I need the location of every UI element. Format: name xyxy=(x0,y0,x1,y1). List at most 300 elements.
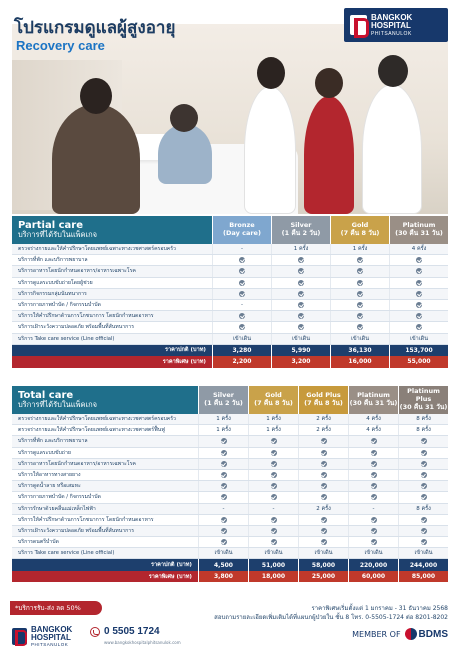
footer-logo-line1: BANGKOK xyxy=(31,625,73,634)
value-cell: 2 ครั้ง xyxy=(298,504,348,514)
check-icon xyxy=(298,268,304,274)
check-icon xyxy=(321,438,327,444)
table-row xyxy=(12,425,448,436)
included-cell xyxy=(198,492,248,502)
photo-doctor-male xyxy=(362,84,422,214)
price-normal-value: 3,280 xyxy=(212,345,271,357)
service-name: ตรวจร่างกายและให้คำปรึกษาโดยแพทย์เฉพาะทางเวชศาสตร์ฟื้นฟู xyxy=(18,427,165,434)
check-icon xyxy=(371,438,377,444)
check-icon xyxy=(239,324,245,330)
check-icon xyxy=(357,324,363,330)
price-normal-value: 58,000 xyxy=(298,559,348,571)
website-link[interactable]: www.bangkokhospitalphitsanulok.com xyxy=(104,640,181,645)
check-icon xyxy=(421,494,427,500)
included-cell xyxy=(212,278,271,288)
check-icon xyxy=(239,280,245,286)
footer-logo-mark-icon xyxy=(12,628,27,645)
included-cell xyxy=(271,311,330,321)
included-cell xyxy=(248,470,298,480)
tier-duration: (30 คืน 31 วัน) xyxy=(349,399,398,407)
service-name: บริการดูแลระบบขับถ่าย xyxy=(18,449,71,456)
check-icon xyxy=(321,517,327,523)
value-cell: เข้าเดิน xyxy=(248,548,298,558)
check-icon xyxy=(421,528,427,534)
included-cell xyxy=(271,255,330,265)
check-icon xyxy=(416,257,422,263)
included-cell xyxy=(198,537,248,547)
check-icon xyxy=(321,539,327,545)
check-icon xyxy=(271,494,277,500)
value-cell: เข้าเดิน xyxy=(271,334,330,344)
partial-care-subtitle: บริการที่ได้รับในแพ็คเกจ xyxy=(18,230,98,240)
included-cell xyxy=(330,278,389,288)
included-cell xyxy=(248,537,298,547)
check-icon xyxy=(271,450,277,456)
tier-header-2 xyxy=(330,216,389,244)
tier-name: Gold xyxy=(351,221,369,230)
total-care-table xyxy=(12,386,448,582)
service-name: บริการอาหารโดยนักกำหนดอาหาร/อาหารเฉพาะโรค xyxy=(18,460,136,467)
tier-name: Silver xyxy=(290,221,312,230)
check-icon xyxy=(421,539,427,545)
tier-header-1 xyxy=(248,386,298,414)
included-cell xyxy=(348,470,398,480)
check-icon xyxy=(298,324,304,330)
tier-name: Gold Plus xyxy=(306,391,341,400)
photo-nurse xyxy=(304,96,354,214)
included-cell xyxy=(248,481,298,491)
service-name: บริการ Take care service (Line official) xyxy=(18,335,115,342)
partial-price-special-row xyxy=(12,356,448,368)
check-icon xyxy=(271,472,277,478)
hospital-logo xyxy=(344,8,448,42)
price-special-value: 3,200 xyxy=(271,356,330,368)
check-icon xyxy=(221,461,227,467)
included-cell xyxy=(330,255,389,265)
price-normal-value: 153,700 xyxy=(389,345,448,357)
service-name: บริการให้คำปรึกษาด้านการโภชนาการ โดยนักกำหนดอาหาร xyxy=(18,313,154,320)
included-cell xyxy=(398,537,448,547)
check-icon xyxy=(421,483,427,489)
partial-care-title: Partial care xyxy=(18,220,83,232)
value-cell: 1 ครั้ง xyxy=(198,414,248,424)
included-cell xyxy=(212,289,271,299)
value-cell: 4 ครั้ง xyxy=(348,414,398,424)
included-cell xyxy=(298,515,348,525)
value-cell: 4 ครั้ง xyxy=(348,425,398,435)
logo-text-line2: HOSPITAL xyxy=(371,20,411,30)
included-cell xyxy=(271,266,330,276)
check-icon xyxy=(416,324,422,330)
included-cell xyxy=(271,300,330,310)
value-cell: - xyxy=(198,504,248,514)
check-icon xyxy=(271,528,277,534)
included-cell xyxy=(398,515,448,525)
value-cell: - xyxy=(212,244,271,254)
included-cell xyxy=(198,470,248,480)
included-cell xyxy=(198,526,248,536)
included-cell xyxy=(298,448,348,458)
included-cell xyxy=(330,289,389,299)
partial-care-header xyxy=(12,216,448,244)
check-icon xyxy=(371,461,377,467)
tier-duration: (30 คืน 31 วัน) xyxy=(399,402,448,411)
included-cell xyxy=(348,492,398,502)
value-cell: - xyxy=(212,300,271,310)
price-special-value: 16,000 xyxy=(330,356,389,368)
check-icon xyxy=(298,257,304,263)
value-cell: - xyxy=(248,504,298,514)
tier-header-2 xyxy=(298,386,348,414)
table-row xyxy=(12,244,448,255)
tier-duration: (1 คืน 2 วัน) xyxy=(281,229,321,237)
value-cell: 8 ครั้ง xyxy=(398,414,448,424)
check-icon xyxy=(371,528,377,534)
included-cell xyxy=(389,322,448,332)
check-icon xyxy=(239,313,245,319)
price-normal-value: 244,000 xyxy=(398,559,448,571)
value-cell: 4 ครั้ง xyxy=(389,244,448,254)
tier-name: Platinum xyxy=(357,391,390,400)
member-of-label: MEMBER OF xyxy=(352,629,401,639)
transport-promo-badge: *บริการรับ-ส่ง ลด 50% xyxy=(10,601,102,615)
check-icon xyxy=(416,302,422,308)
price-normal-label: ราคาปกติ (บาท) xyxy=(164,347,206,354)
service-name: บริการดนตรีบำบัด xyxy=(18,539,59,546)
included-cell xyxy=(389,255,448,265)
service-name: บริการกิจกรรมกลุ่มนันทนาการ xyxy=(18,290,87,297)
included-cell xyxy=(212,322,271,332)
check-icon xyxy=(239,257,245,263)
total-care-header xyxy=(12,386,448,414)
included-cell xyxy=(348,459,398,469)
check-icon xyxy=(321,494,327,500)
price-normal-value: 4,500 xyxy=(198,559,248,571)
service-name: บริการกายภาพบำบัด / กิจกรรมบำบัด xyxy=(18,494,101,501)
total-care-label xyxy=(12,386,198,414)
price-normal-value: 51,000 xyxy=(248,559,298,571)
price-special-value: 18,000 xyxy=(248,571,298,583)
table-row xyxy=(12,537,448,548)
value-cell: เข้าเดิน xyxy=(389,334,448,344)
check-icon xyxy=(221,494,227,500)
value-cell: 2 ครั้ง xyxy=(298,414,348,424)
included-cell xyxy=(198,481,248,491)
tier-duration: (7 คืน 8 วัน) xyxy=(304,399,343,407)
value-cell: - xyxy=(348,504,398,514)
included-cell xyxy=(298,492,348,502)
included-cell xyxy=(298,526,348,536)
included-cell xyxy=(398,470,448,480)
table-row xyxy=(12,322,448,333)
check-icon xyxy=(221,517,227,523)
price-special-value: 60,000 xyxy=(348,571,398,583)
table-row xyxy=(12,481,448,492)
included-cell xyxy=(348,526,398,536)
table-row xyxy=(12,255,448,266)
check-icon xyxy=(421,438,427,444)
service-name: ตรวจร่างกายและให้คำปรึกษาโดยแพทย์เฉพาะทางเวชศาสตร์ครอบครัว xyxy=(18,246,176,253)
value-cell: เข้าเดิน xyxy=(198,548,248,558)
check-icon xyxy=(271,517,277,523)
price-special-label: ราคาพิเศษ (บาท) xyxy=(148,573,192,580)
price-normal-label: ราคาปกติ (บาท) xyxy=(150,562,192,569)
included-cell xyxy=(398,436,448,446)
included-cell xyxy=(212,311,271,321)
check-icon xyxy=(371,494,377,500)
phone-contact[interactable] xyxy=(90,626,160,637)
price-special-value: 2,200 xyxy=(212,356,271,368)
check-icon xyxy=(271,483,277,489)
check-icon xyxy=(371,517,377,523)
contact-note: สอบถามรายละเอียดเพิ่มเติมได้ที่แผนกผู้ป่วยใน ชั้น 8 โทร. 0-5505-1724 ต่อ 8201-8202 xyxy=(214,614,448,621)
service-name: บริการกายภาพบำบัด / กิจกรรมบำบัด xyxy=(18,302,101,309)
price-normal-value: 5,990 xyxy=(271,345,330,357)
footer-logo-line2: HOSPITAL xyxy=(31,633,71,642)
tier-duration: (7 คืน 8 วัน) xyxy=(340,229,380,237)
table-row xyxy=(12,526,448,537)
check-icon xyxy=(357,291,363,297)
check-icon xyxy=(321,461,327,467)
table-row xyxy=(12,436,448,447)
member-of-bdms xyxy=(352,628,448,640)
included-cell xyxy=(398,459,448,469)
table-row xyxy=(12,448,448,459)
service-name: บริการดูแลระบบขับถ่ายโดยผู้ช่วย xyxy=(18,279,93,286)
service-name: บริการให้คำปรึกษาด้านการโภชนาการ โดยนักกำหนดอาหาร xyxy=(18,516,154,523)
tier-name: Platinum xyxy=(402,221,436,230)
table-row xyxy=(12,278,448,289)
included-cell xyxy=(298,470,348,480)
included-cell xyxy=(348,481,398,491)
table-row xyxy=(12,289,448,300)
value-cell: 1 ครั้ง xyxy=(330,244,389,254)
value-cell: 8 ครั้ง xyxy=(398,425,448,435)
included-cell xyxy=(248,436,298,446)
check-icon xyxy=(221,539,227,545)
partial-care-label xyxy=(12,216,212,244)
value-cell: เข้าเดิน xyxy=(212,334,271,344)
price-special-label: ราคาพิเศษ (บาท) xyxy=(162,358,206,365)
table-row xyxy=(12,470,448,481)
included-cell xyxy=(389,311,448,321)
included-cell xyxy=(298,537,348,547)
check-icon xyxy=(357,268,363,274)
total-care-subtitle: บริการที่ได้รับในแพ็คเกจ xyxy=(18,400,98,410)
price-normal-value: 36,130 xyxy=(330,345,389,357)
table-row xyxy=(12,311,448,322)
service-name: บริการอาหารโดยนักกำหนดอาหาร/อาหารเฉพาะโรค xyxy=(18,268,136,275)
included-cell xyxy=(398,481,448,491)
service-name: ตรวจร่างกายและให้คำปรึกษาโดยแพทย์เฉพาะทางเวชศาสตร์ครอบครัว xyxy=(18,416,176,423)
included-cell xyxy=(248,515,298,525)
check-icon xyxy=(321,472,327,478)
check-icon xyxy=(321,483,327,489)
table-row xyxy=(12,459,448,470)
total-price-special-row xyxy=(12,571,448,583)
included-cell xyxy=(198,459,248,469)
logo-text-line1: BANGKOK xyxy=(371,12,413,22)
service-name: บริการ Take care service (Line official) xyxy=(18,550,115,557)
price-special-value: 25,000 xyxy=(298,571,348,583)
included-cell xyxy=(330,300,389,310)
check-icon xyxy=(221,483,227,489)
included-cell xyxy=(198,448,248,458)
page-title-en: Recovery care xyxy=(16,38,105,53)
check-icon xyxy=(371,483,377,489)
check-icon xyxy=(298,302,304,308)
footer-logo-line3: PHITSANULOK xyxy=(31,642,69,647)
logo-text-line3: PHITSANULOK xyxy=(371,30,412,37)
table-row xyxy=(12,515,448,526)
included-cell xyxy=(271,289,330,299)
included-cell xyxy=(271,278,330,288)
photo-doctor-female xyxy=(244,86,296,214)
check-icon xyxy=(357,280,363,286)
tier-duration: (Day care) xyxy=(223,229,261,237)
check-icon xyxy=(239,268,245,274)
included-cell xyxy=(389,278,448,288)
value-cell: 1 ครั้ง xyxy=(248,414,298,424)
included-cell xyxy=(389,266,448,276)
bdms-logo-icon xyxy=(405,628,417,640)
value-cell: เข้าเดิน xyxy=(348,548,398,558)
included-cell xyxy=(248,448,298,458)
check-icon xyxy=(298,280,304,286)
included-cell xyxy=(330,266,389,276)
tier-name: Silver xyxy=(213,391,234,400)
tier-name: Bronze xyxy=(229,221,255,230)
check-icon xyxy=(321,450,327,456)
service-name: บริการดูดน้ำลาย หรือเสมหะ xyxy=(18,483,81,490)
value-cell: 8 ครั้ง xyxy=(398,504,448,514)
check-icon xyxy=(416,313,422,319)
included-cell xyxy=(348,515,398,525)
service-name: บริการที่พัก และบริการพยาบาล xyxy=(18,438,88,445)
page-title-th: โปรแกรมดูแลผู้สูงอายุ xyxy=(14,18,176,37)
service-name: บริการรักษาด้วยคลื่นแม่เหล็กไฟฟ้า xyxy=(18,505,96,512)
included-cell xyxy=(348,448,398,458)
included-cell xyxy=(398,448,448,458)
check-icon xyxy=(416,268,422,274)
included-cell xyxy=(398,526,448,536)
check-icon xyxy=(371,539,377,545)
price-special-value: 3,800 xyxy=(198,571,248,583)
included-cell xyxy=(398,492,448,502)
check-icon xyxy=(298,313,304,319)
check-icon xyxy=(421,472,427,478)
footer-hospital-logo xyxy=(12,626,72,648)
total-price-normal-row xyxy=(12,559,448,571)
included-cell xyxy=(198,515,248,525)
included-cell xyxy=(298,459,348,469)
table-row xyxy=(12,548,448,559)
included-cell xyxy=(298,436,348,446)
partial-price-normal-row xyxy=(12,345,448,357)
check-icon xyxy=(271,461,277,467)
check-icon xyxy=(221,528,227,534)
check-icon xyxy=(239,291,245,297)
tier-duration: (30 คืน 31 วัน) xyxy=(395,229,443,237)
check-icon xyxy=(221,438,227,444)
logo-mark-icon xyxy=(350,15,367,35)
table-row xyxy=(12,504,448,515)
value-cell: 1 ครั้ง xyxy=(271,244,330,254)
check-icon xyxy=(357,257,363,263)
check-icon xyxy=(271,438,277,444)
price-special-value: 55,000 xyxy=(389,356,448,368)
phone-icon xyxy=(90,627,100,637)
tier-duration: (1 คืน 2 วัน) xyxy=(204,399,243,407)
check-icon xyxy=(221,450,227,456)
table-row xyxy=(12,334,448,345)
price-normal-value: 220,000 xyxy=(348,559,398,571)
tier-header-0 xyxy=(212,216,271,244)
tier-header-1 xyxy=(271,216,330,244)
check-icon xyxy=(321,528,327,534)
value-cell: 2 ครั้ง xyxy=(298,425,348,435)
check-icon xyxy=(298,291,304,297)
table-row xyxy=(12,266,448,277)
tier-header-0 xyxy=(198,386,248,414)
photo-patient xyxy=(158,124,212,184)
included-cell xyxy=(212,255,271,265)
included-cell xyxy=(389,289,448,299)
tier-header-4 xyxy=(398,386,448,414)
phone-number: 0 5505 1724 xyxy=(104,626,160,637)
check-icon xyxy=(357,313,363,319)
included-cell xyxy=(330,322,389,332)
check-icon xyxy=(421,450,427,456)
included-cell xyxy=(348,537,398,547)
included-cell xyxy=(389,300,448,310)
photo-visitor xyxy=(52,104,140,214)
check-icon xyxy=(357,302,363,308)
value-cell: 1 ครั้ง xyxy=(198,425,248,435)
promo-period-note: ราคาพิเศษเริ่มตั้งแต่ 1 มกราคม - 31 ธันวาคม 2568 xyxy=(311,605,448,612)
included-cell xyxy=(348,436,398,446)
tier-name: Platinum Plus xyxy=(407,387,440,404)
included-cell xyxy=(248,459,298,469)
included-cell xyxy=(298,481,348,491)
value-cell: เข้าเดิน xyxy=(298,548,348,558)
tier-duration: (7 คืน 8 วัน) xyxy=(254,399,293,407)
included-cell xyxy=(198,436,248,446)
service-name: บริการเฝ้าระวังความปลอดภัย พร้อมพื้นที่สันทนาการ xyxy=(18,324,134,331)
check-icon xyxy=(416,280,422,286)
check-icon xyxy=(371,472,377,478)
service-name: บริการเฝ้าระวังความปลอดภัย พร้อมพื้นที่สันทนาการ xyxy=(18,527,134,534)
service-name: บริการที่พัก และบริการพยาบาล xyxy=(18,257,88,264)
service-name: บริการให้อาหารทางสายยาง xyxy=(18,472,81,479)
included-cell xyxy=(330,311,389,321)
tier-name: Gold xyxy=(265,391,282,400)
price-special-value: 85,000 xyxy=(398,571,448,583)
table-row xyxy=(12,300,448,311)
check-icon xyxy=(221,472,227,478)
included-cell xyxy=(212,266,271,276)
table-row xyxy=(12,492,448,503)
included-cell xyxy=(248,492,298,502)
partial-care-table xyxy=(12,216,448,368)
tier-header-3 xyxy=(389,216,448,244)
check-icon xyxy=(421,517,427,523)
value-cell: เข้าเดิน xyxy=(398,548,448,558)
value-cell: 1 ครั้ง xyxy=(248,425,298,435)
included-cell xyxy=(248,526,298,536)
value-cell: เข้าเดิน xyxy=(330,334,389,344)
total-care-title: Total care xyxy=(18,390,74,402)
